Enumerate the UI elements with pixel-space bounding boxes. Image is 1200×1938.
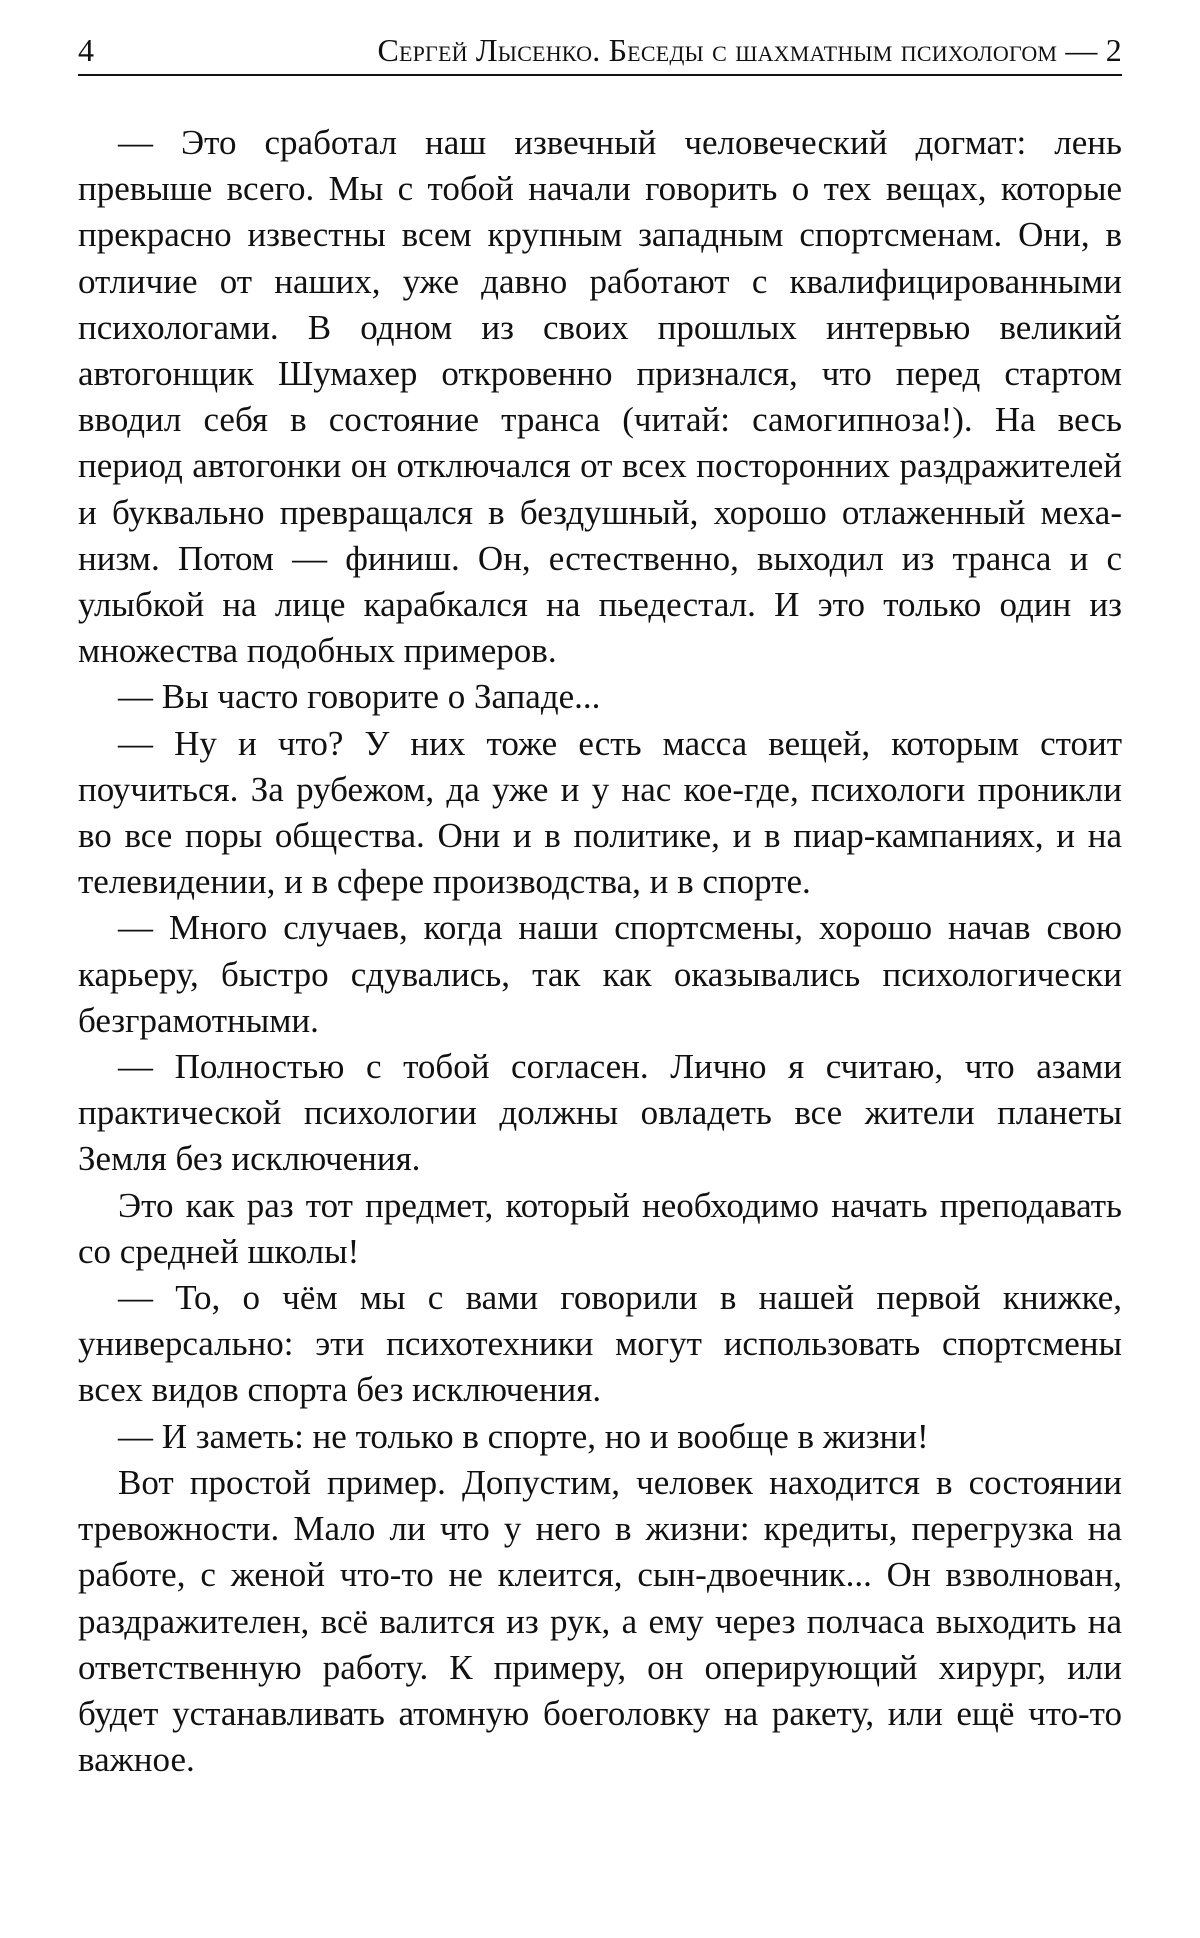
paragraph: — Это сработал наш извечный человеческий догмат: лень превыше всего. Мы с тобой начали говорить о тех вещах, которые прекрасно известны всем крупным западным спортсменам. Они, в отличие от наших, уже давно работают с квалифицированными психологами. В одном из своих прошлых интервью великий автогонщик Шумахер откровенно признался, что перед стартом вводил себя в состояние транса (читай: самогипноза!). На весь период автогонки он отключался от всех посторонних раздражителей и буквально превращался в бездушный, хорошо отлаженный механизм. Потом — финиш. Он, естественно, выходил из транса и с улыбкой на лице карабкался на пьедестал. И это только один из множества подобных примеров. bbox=[78, 123, 1122, 671]
paragraph: — Вы часто говорите о Западе... bbox=[118, 677, 601, 717]
paragraph: — Много случаев, когда наши спортсмены, хорошо начав свою карьеру, быстро сдувались, так как оказывались психологически безграмотными. bbox=[78, 908, 1122, 1040]
book-page bbox=[78, 30, 1122, 1783]
paragraph: — Ну и что? У них тоже есть масса вещей, которым стоит поучиться. За рубежом, да уже и у нас кое-где, психологи проникли во все поры общества. Они и в политике, и в пиар-кампаниях, и на телевидении, и в сфере производства, и в спорте. bbox=[78, 723, 1122, 902]
page-number: 4 bbox=[78, 32, 94, 68]
paragraph: — И заметь: не только в спорте, но и вообще в жизни! bbox=[118, 1416, 929, 1456]
running-title: Сергей Лысенко. Беседы с шахматным психологом — 2 bbox=[377, 32, 1122, 68]
paragraph: — То, о чём мы с вами говорили в нашей первой книжке, универсально: эти психотехники могут использовать спортсмены всех видов спорта без исключения. bbox=[78, 1278, 1122, 1410]
body-text bbox=[78, 120, 1122, 1783]
paragraph: Это как раз тот предмет, который необходимо начать преподавать со средней школы! bbox=[78, 1185, 1122, 1271]
page-header bbox=[78, 30, 1122, 76]
paragraph: Вот простой пример. Допустим, человек находится в состоянии тревожности. Мало ли что у него в жизни: кредиты, перегрузка на работе, с женой что-то не клеится, сын-двоечник... Он взволнован, раздражителен, всё валится из рук, а ему через полчаса выходить на ответственную работу. К примеру, он оперирующий хирург, или будет устанавливать атомную боеголовку на ракету, или ещё что-то важное. bbox=[78, 1462, 1122, 1780]
paragraph: — Полностью с тобой согласен. Лично я считаю, что азами практической психологии должны овладеть все жители планеты Земля без исключения. bbox=[78, 1047, 1122, 1179]
